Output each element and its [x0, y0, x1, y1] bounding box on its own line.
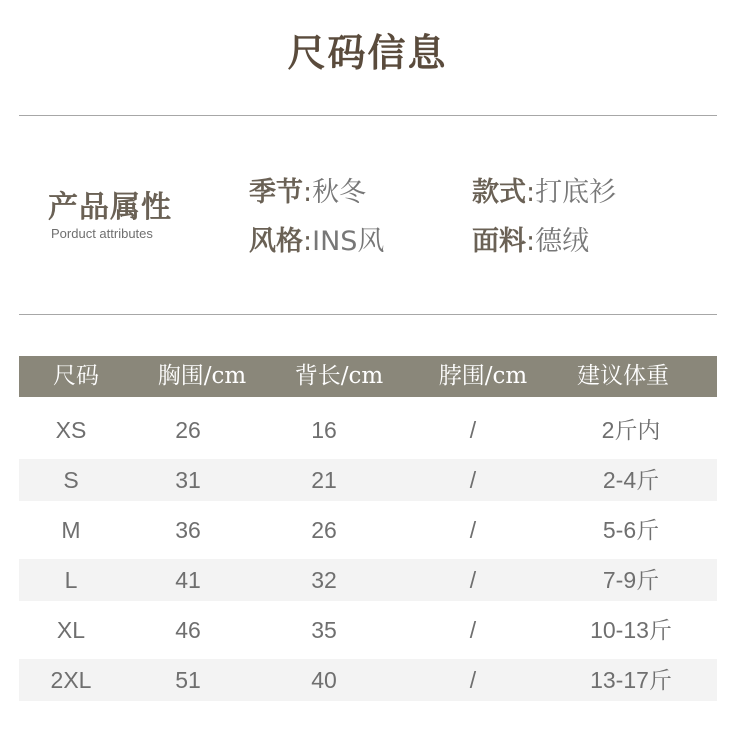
attribute-separator: :	[526, 226, 536, 257]
attribute-label: 风格	[249, 226, 303, 257]
header-chest: 胸围/cm	[157, 363, 247, 389]
cell-neck: /	[469, 467, 477, 493]
cell-back-length: 40	[311, 667, 337, 693]
attribute-separator: :	[526, 177, 536, 208]
attribute-separator: :	[303, 177, 313, 208]
attribute-label: 面料	[472, 226, 526, 257]
cell-neck: /	[469, 667, 477, 693]
cell-back-length: 26	[311, 517, 337, 543]
cell-chest: 51	[175, 667, 201, 693]
cell-back-length: 35	[311, 617, 337, 643]
bottom-divider	[19, 314, 717, 315]
table-row	[19, 609, 717, 651]
cell-chest: 41	[175, 567, 201, 593]
table-header	[19, 356, 717, 397]
cell-chest: 36	[175, 517, 201, 543]
cell-back-length: 21	[311, 467, 337, 493]
top-divider	[19, 115, 717, 116]
cell-size: XL	[56, 617, 86, 643]
cell-weight: 13-17斤	[590, 667, 672, 693]
attribute-value: 秋冬	[312, 177, 367, 208]
page-title: 尺码信息	[287, 31, 448, 75]
cell-size: S	[63, 467, 79, 493]
header-back-length: 背长/cm	[294, 363, 384, 389]
cell-weight: 2-4斤	[602, 467, 660, 493]
table-row	[19, 409, 717, 451]
header-weight: 建议体重	[577, 363, 669, 389]
cell-weight: 10-13斤	[590, 617, 672, 643]
table-row	[19, 559, 717, 601]
attribute-value: INS风	[312, 226, 385, 257]
cell-back-length: 32	[311, 567, 337, 593]
cell-neck: /	[469, 567, 477, 593]
header-neck: 脖围/cm	[438, 363, 528, 389]
cell-chest: 46	[175, 617, 201, 643]
cell-weight: 5-6斤	[602, 517, 660, 543]
cell-size: M	[61, 517, 81, 543]
table-row	[19, 659, 717, 701]
attribute-label: 款式	[472, 177, 526, 208]
attribute-fabric	[472, 219, 589, 258]
cell-back-length: 16	[311, 417, 337, 443]
table-row	[19, 509, 717, 551]
cell-size: L	[64, 567, 78, 593]
cell-chest: 26	[175, 417, 201, 443]
attribute-label: 季节	[249, 177, 303, 208]
table-row	[19, 459, 717, 501]
cell-neck: /	[469, 417, 477, 443]
attribute-fashion	[249, 219, 384, 258]
cell-chest: 31	[175, 467, 201, 493]
header-size: 尺码	[53, 363, 99, 389]
attributes-heading: 产品属性	[48, 190, 172, 225]
cell-neck: /	[469, 517, 477, 543]
cell-weight: 7-9斤	[602, 567, 660, 593]
cell-size: XS	[55, 417, 87, 443]
cell-size: 2XL	[50, 667, 92, 693]
attribute-value: 打底衫	[535, 177, 617, 208]
attribute-season	[249, 170, 366, 209]
attribute-style	[472, 170, 616, 209]
attribute-value: 德绒	[535, 226, 590, 257]
cell-weight: 2斤内	[601, 417, 661, 443]
cell-neck: /	[469, 617, 477, 643]
attributes-subheading: Porduct attributes	[51, 226, 153, 241]
attribute-separator: :	[303, 226, 313, 257]
